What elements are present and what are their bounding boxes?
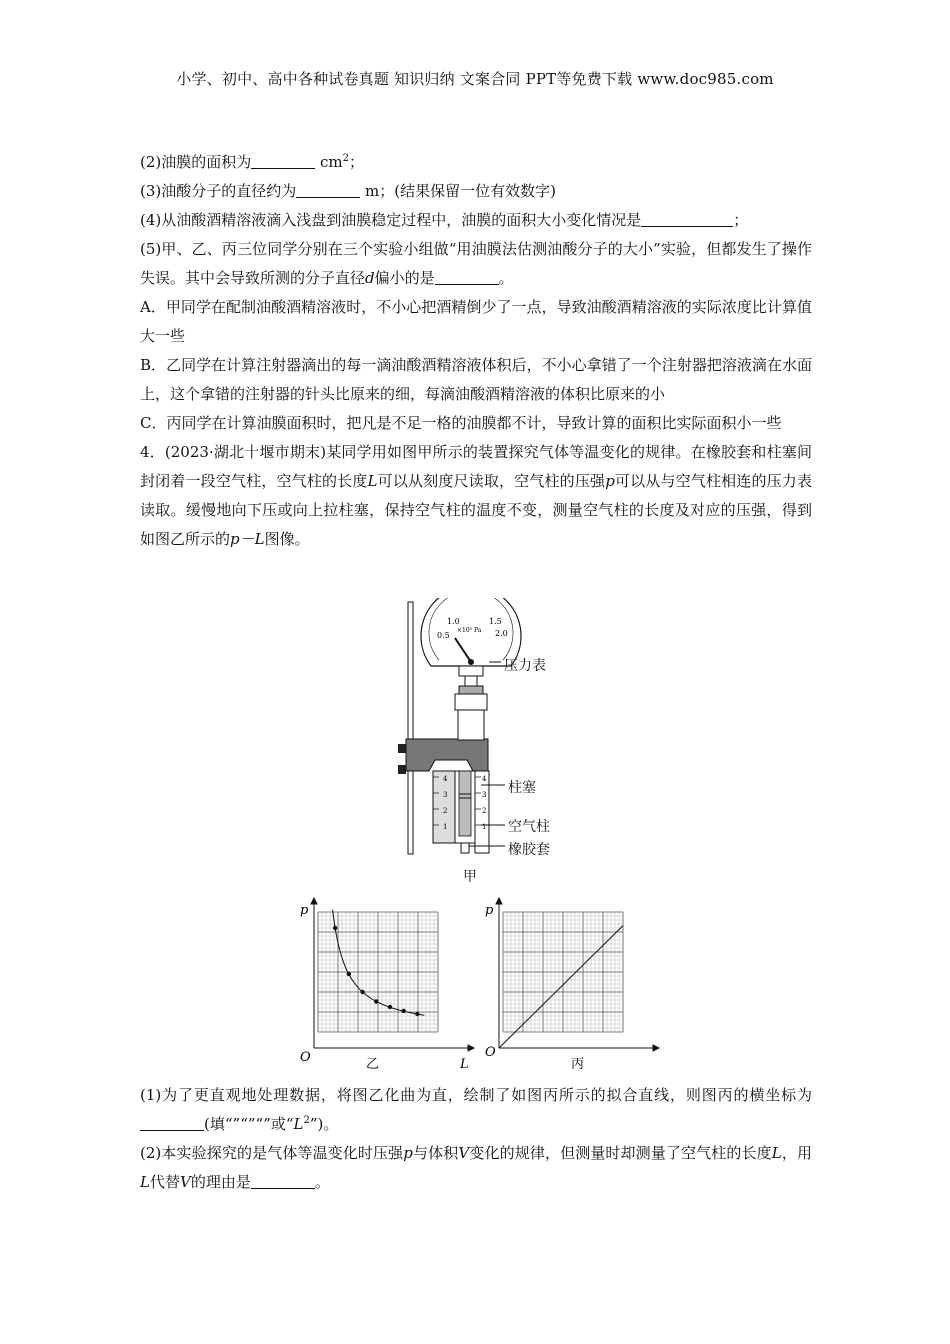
q4-part1-choices: (填“”“”“”或“	[204, 1115, 294, 1133]
data-point	[360, 990, 364, 994]
scale-tick: 4	[482, 775, 487, 783]
q4-stem-d: 图像。	[264, 530, 310, 548]
q4-stem-c: 可以从与空气柱相连的压力表读取。缓慢地向下压或向上拉柱塞，保持空气柱的温度不变，测量空气柱的长度及对应的压强，得到如图乙所示的	[140, 472, 812, 548]
answer-blank[interactable]	[296, 181, 360, 198]
data-point	[415, 1012, 419, 1016]
chart-yi	[296, 896, 476, 1076]
y-axis-label: p	[300, 903, 309, 918]
q3-part5-text-b: 偏小的是	[374, 269, 435, 287]
q4-stem	[140, 438, 812, 554]
answer-blank[interactable]	[251, 1172, 315, 1189]
answer-blank[interactable]	[641, 210, 733, 227]
var-V: V	[458, 1144, 470, 1162]
question-body	[140, 148, 812, 554]
var-d: d	[365, 269, 375, 287]
answer-blank[interactable]	[140, 1114, 204, 1131]
data-point	[402, 1009, 406, 1013]
q3-part5-text: (5)甲、乙、丙三位同学分别在三个实验小组做“用油膜法估测油酸分子的大小”实验，但都发生了操作失误。其中会导致所测的分子直径	[140, 240, 812, 287]
q4-stem-a: 4．(2023·湖北十堰市期末)某同学用如图甲所示的装置探究气体等温变化的规律。在橡胶套和柱塞间封闭着一段空气柱，空气柱的长度	[140, 443, 812, 490]
punct: ；	[733, 211, 749, 229]
q4-stem-b: 可以从刻度尺读取，空气柱的压强	[377, 472, 606, 490]
var-p: p	[605, 472, 615, 490]
q4-part2-text-f: 的理由是	[190, 1173, 251, 1191]
chart-bing	[481, 896, 661, 1076]
figure-caption-jia: 甲	[463, 869, 477, 885]
q4-part1	[140, 1081, 812, 1139]
q3-part4	[140, 206, 812, 235]
label-air-column: 空气柱	[508, 819, 550, 835]
data-point	[374, 999, 378, 1003]
q4-part2-text-b: 与体积	[412, 1144, 459, 1162]
gauge-mark-0-5: 0.5	[437, 631, 450, 640]
var-V: V	[179, 1173, 191, 1191]
answer-blank[interactable]	[435, 268, 499, 285]
origin-label: O	[300, 1050, 311, 1065]
answer-blank[interactable]	[251, 152, 315, 169]
q3-part3-text: (3)油酸分子的直径约为	[140, 182, 297, 200]
data-point	[388, 1005, 392, 1009]
unit-superscript: 2	[342, 153, 350, 164]
q4-part2-text-c: 变化的规律，但测量时却测量了空气柱的长度	[469, 1144, 772, 1162]
var-L: L	[367, 472, 378, 490]
chart-caption-yi: 乙	[366, 1057, 380, 1072]
punct: 。	[498, 269, 514, 287]
origin-label: O	[485, 1045, 496, 1060]
q4-subquestions	[140, 1081, 812, 1197]
option-b: B．乙同学在计算注射器滴出的每一滴油酸酒精溶液体积后，不小心拿错了一个注射器把溶液滴在水面上，这个拿错的注射器的针头比原来的细，每滴油酸酒精溶液的体积比原来的小	[140, 356, 812, 403]
label-rubber-cap: 橡胶套	[508, 842, 550, 858]
var-L: L	[293, 1115, 304, 1133]
data-point	[333, 926, 337, 930]
q4-part2-text: (2)本实验探究的是气体等温变化时压强	[140, 1144, 404, 1162]
label-plunger: 柱塞	[508, 780, 536, 796]
q3-part2	[140, 148, 812, 177]
y-axis-label: p	[485, 903, 494, 918]
gauge-mark-1-0: 1.0	[447, 617, 460, 626]
var-p-L: p－L	[230, 530, 265, 548]
gauge-unit: ×10⁵ Pa	[457, 627, 482, 634]
scale-tick: 3	[482, 791, 487, 799]
q3-part2-text: (2)油膜的面积为	[140, 153, 252, 171]
q3-part4-text: (4)从油酸酒精溶液滴入浅盘到油膜稳定过程中，油膜的面积大小变化情况是	[140, 211, 642, 229]
option-c: C．丙同学在计算油膜面积时，把凡是不足一格的油膜都不计，导致计算的面积比实际面积小一些	[140, 414, 782, 432]
var-L: L	[140, 1173, 150, 1191]
punct: ；	[349, 153, 365, 171]
scale-tick: 4	[443, 775, 448, 783]
scale-tick: 3	[443, 791, 448, 799]
chart-caption-bing: 丙	[571, 1057, 585, 1072]
q4-part2	[140, 1139, 812, 1197]
page-header: 小学、初中、高中各种试卷真题 知识归纳 文案合同 PPT等免费下载 www.doc985.com	[176, 70, 774, 88]
q4-part2-text-e: 代替	[149, 1173, 180, 1191]
option-a: A．甲同学在配制油酸酒精溶液时，不小心把酒精倒少了一点，导致油酸酒精溶液的实际浓度比计算值大一些	[140, 298, 812, 345]
punct: ”)。	[309, 1115, 339, 1133]
q3-part5	[140, 235, 812, 293]
q3-part3-tail: m；(结果保留一位有效数字)	[360, 182, 556, 200]
unit-cm: cm	[315, 153, 343, 171]
scale-tick: 2	[443, 807, 448, 815]
scale-tick: 1	[482, 823, 487, 831]
var-L: L	[771, 1144, 782, 1162]
var-p: p	[403, 1144, 413, 1162]
gauge-mark-1-5: 1.5	[489, 617, 502, 626]
scale-tick: 1	[443, 823, 448, 831]
data-point	[347, 972, 351, 976]
gauge-mark-2-0: 2.0	[495, 629, 508, 638]
punct: 。	[314, 1173, 330, 1191]
superscript-2: 2	[303, 1115, 310, 1126]
q4-part2-text-d: ，用	[781, 1144, 812, 1162]
hyperbola-curve	[333, 910, 425, 1016]
q4-part1-text: (1)为了更直观地处理数据，将图乙化曲为直，绘制了如图丙所示的拟合直线，则图丙的横坐标为	[140, 1086, 812, 1104]
q3-part3	[140, 177, 812, 206]
scale-tick: 2	[482, 807, 487, 815]
label-gauge: 压力表	[504, 658, 546, 674]
x-axis-label: L	[460, 1057, 469, 1072]
